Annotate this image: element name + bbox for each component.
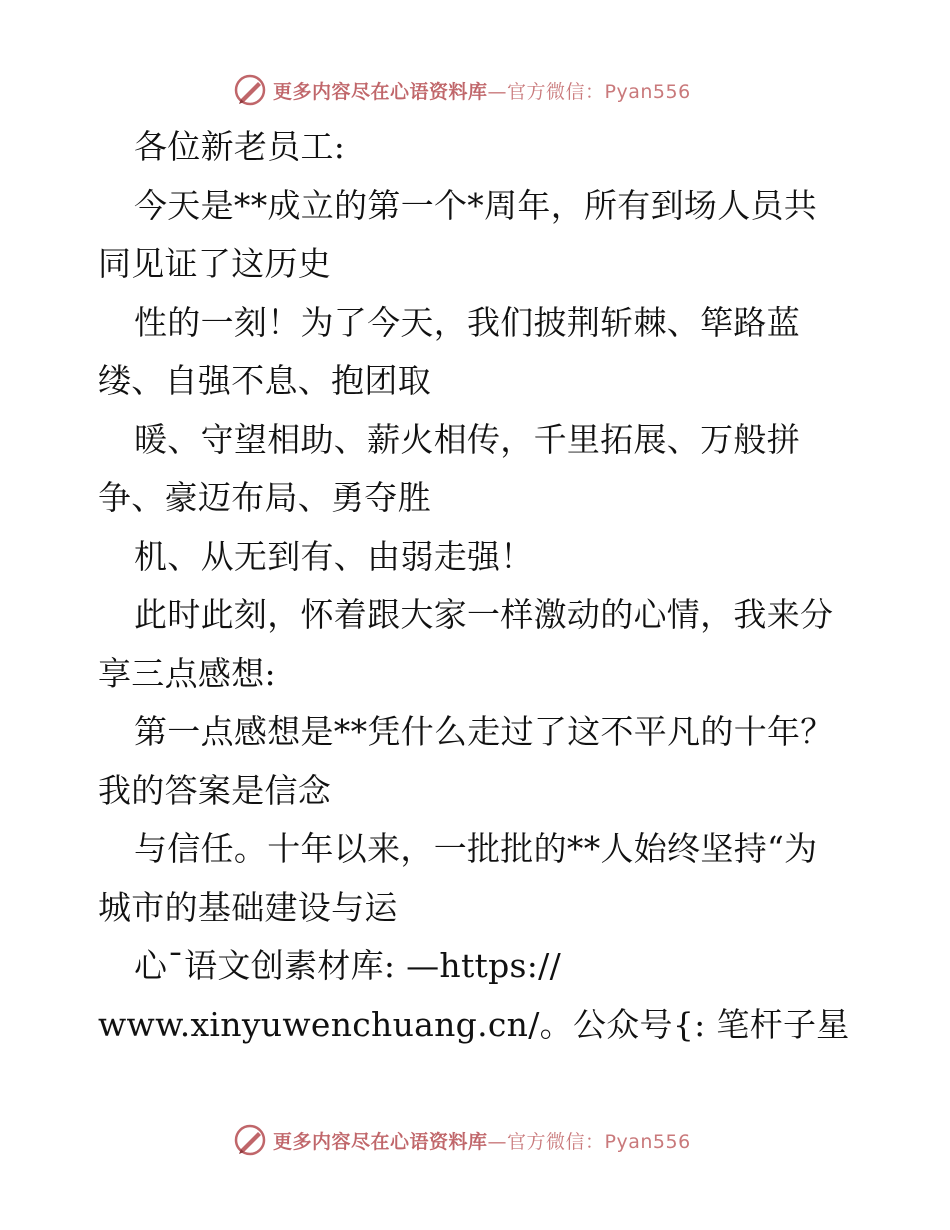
document-body [98, 118, 858, 1054]
body-line: 与信任。十年以来，一批批的**人始终坚持“为 [134, 829, 818, 868]
body-line: 今天是**成立的第一个*周年，所有到场人员共 [134, 185, 818, 225]
body-line: 暖、守望相助、薪火相传，千里拓展、万般拼 [134, 419, 800, 459]
banner-brand: 更多内容尽在心语资料库 [273, 1130, 488, 1153]
body-line: 机、从无到有、由弱走强！ [134, 536, 534, 576]
footer-banner [233, 1122, 691, 1158]
body-line: 此时此刻，怀着跟大家一样激动的心情，我来分 [134, 595, 834, 634]
body-line: 我的答案是信念 [98, 770, 332, 810]
header-banner [233, 72, 691, 108]
body-line: 性的一刻！为了今天，我们披荆斩棘、筚路蓝 [134, 302, 800, 342]
body-line: 缕、自强不息、抱团取 [98, 361, 431, 400]
body-line: www.xinyuwenchuang.cn/。公众号{: 笔杆子星 [98, 1004, 850, 1044]
pen-logo-icon [233, 1123, 267, 1157]
banner-wechat: —官方微信：Pyan556 [487, 80, 691, 103]
body-line: 城市的基础建设与运 [98, 887, 398, 927]
body-line: 心¯语文创素材库: —https:// [134, 946, 561, 985]
body-line: 争、豪迈布局、勇夺胜 [98, 478, 431, 517]
body-line: 各位新老员工: [134, 127, 346, 166]
banner-brand: 更多内容尽在心语资料库 [273, 80, 488, 103]
pen-logo-icon [233, 73, 267, 107]
body-line: 享三点感想: [98, 653, 276, 693]
body-line: 第一点感想是**凭什么走过了这不平凡的十年？ [134, 712, 834, 751]
body-line: 同见证了这历史 [98, 244, 332, 283]
banner-wechat: —官方微信：Pyan556 [487, 1130, 691, 1153]
